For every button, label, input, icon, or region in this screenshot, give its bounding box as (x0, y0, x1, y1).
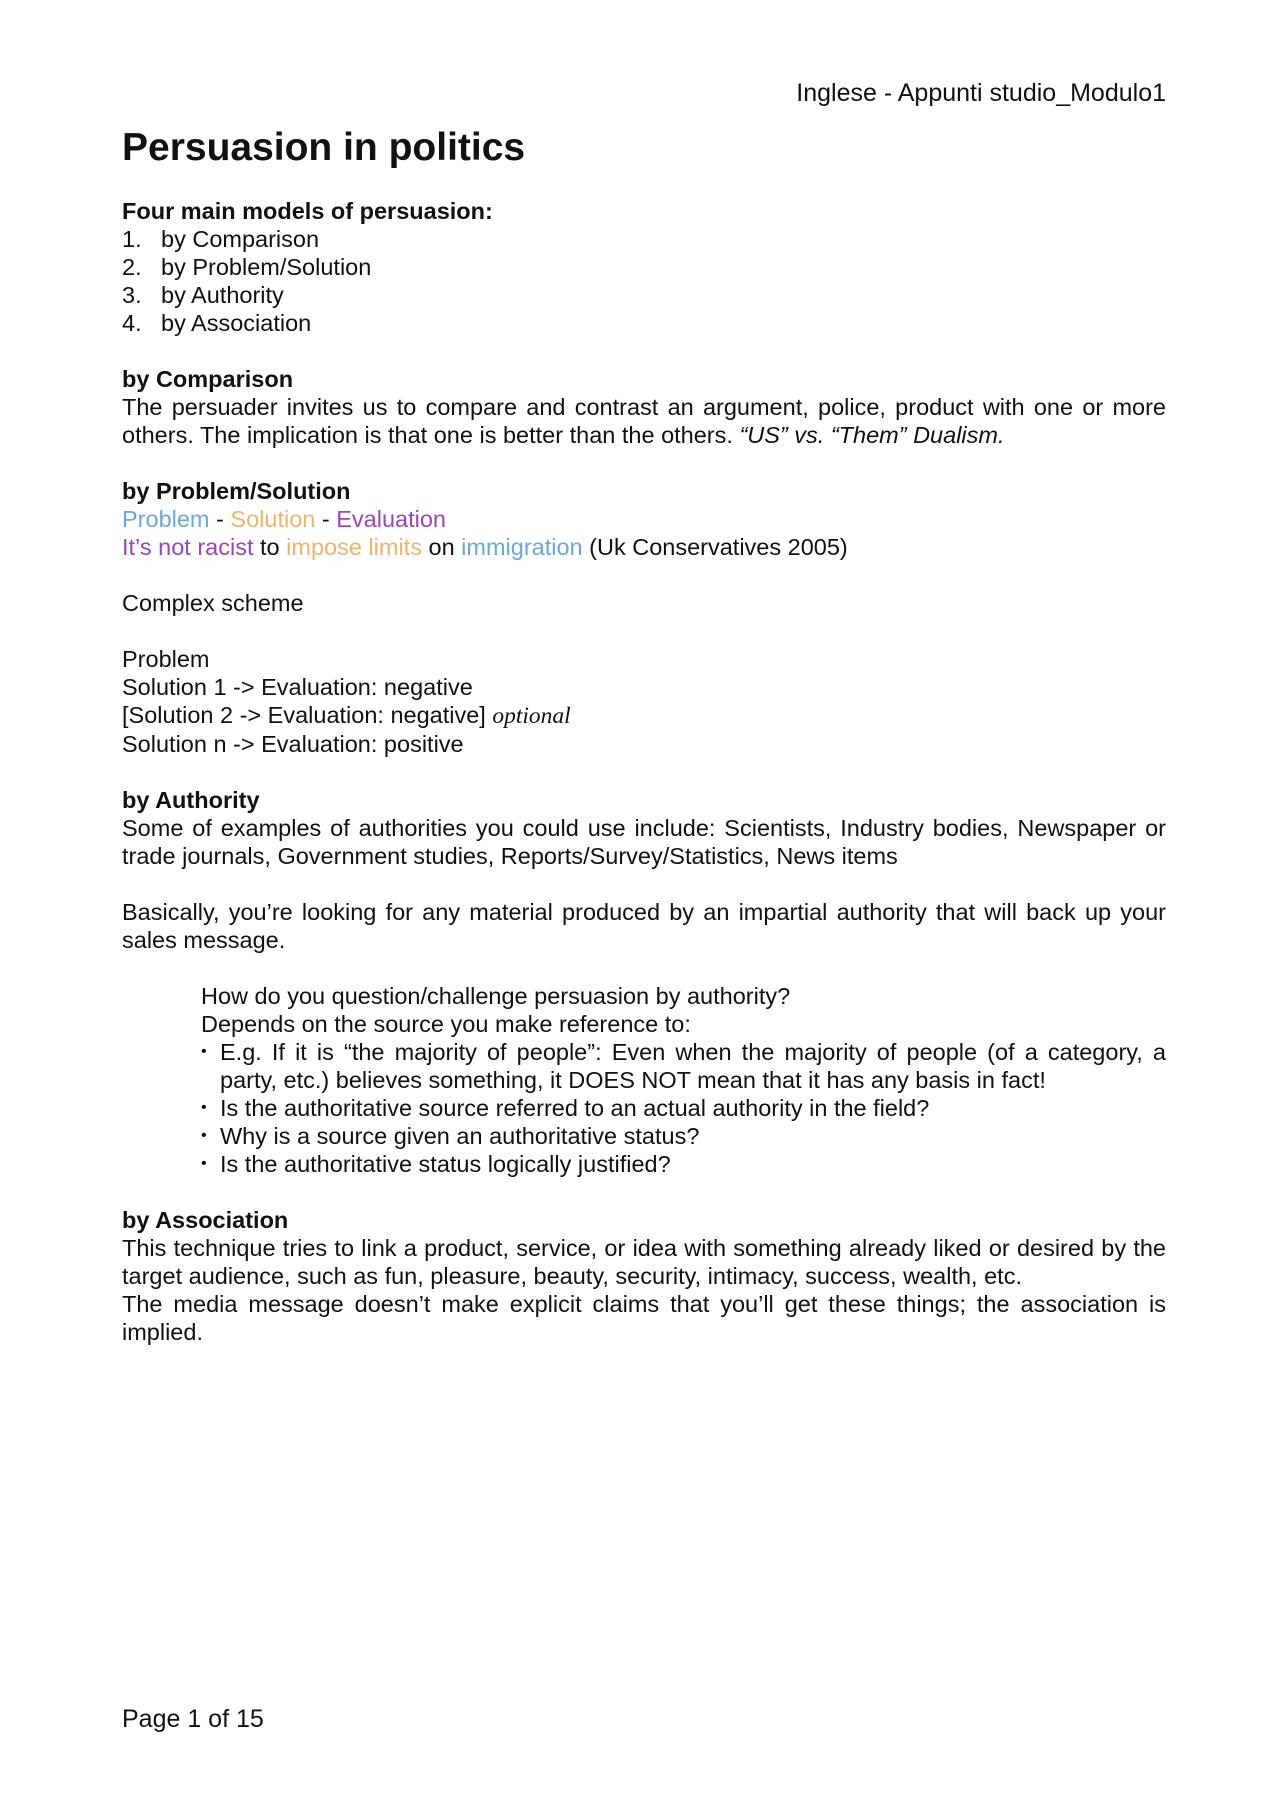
list-item-label: by Comparison (161, 226, 320, 252)
problem-solution-section (122, 477, 1166, 561)
bullet-text: Why is a source given an authoritative status? (220, 1123, 700, 1149)
comparison-heading: by Comparison (122, 366, 294, 392)
example-connector: on (421, 534, 462, 560)
example-problem: immigration (461, 534, 583, 560)
list-item-label: by Association (161, 310, 312, 336)
complex-solution-1-line: Solution 1 -> Evaluation: negative (122, 674, 473, 700)
association-paragraph-1: This technique tries to link a product, service, or idea with something already liked or desired by the target audience, such as fun, pleasure, beauty, security, intimacy, success, wealth, etc. (122, 1235, 1166, 1289)
complex-scheme-label: Complex scheme (122, 590, 304, 616)
scheme-problem: Problem (122, 506, 210, 532)
list-item-label: by Problem/Solution (161, 254, 372, 280)
models-section (122, 197, 1166, 337)
bullet-icon: • (201, 1155, 207, 1172)
running-header: Inglese - Appunti studio_Modulo1 (796, 79, 1166, 107)
complex-solution-2-text: [Solution 2 -> Evaluation: negative] (122, 702, 486, 728)
bullet-text: Is the authoritative source referred to an actual authority in the field? (220, 1095, 930, 1121)
list-number: 4. (122, 310, 142, 336)
scheme-line (122, 505, 1166, 533)
authority-paragraph-2: Basically, you’re looking for any material produced by an impartial authority that will back up your sales message. (122, 899, 1166, 953)
complex-solution-n-line: Solution n -> Evaluation: positive (122, 731, 464, 757)
comparison-italic-note: “US” vs. “Them” Dualism. (739, 422, 1005, 448)
bullet-text: Is the authoritative status logically justified? (220, 1151, 671, 1177)
comparison-section (122, 365, 1166, 449)
bullet-text: E.g. If it is “the majority of people”: Even when the majority of people (of a category, a party, etc.) believes something, it DOES NOT mean that it has any basis in fact! (220, 1039, 1166, 1093)
scheme-separator: - (209, 506, 231, 532)
authority-paragraph-block (122, 898, 1166, 954)
authority-bullet-list (201, 1038, 1166, 1178)
association-heading: by Association (122, 1207, 289, 1233)
comparison-text: The persuader invites us to compare and contrast an argument, police, product with one or more others. The implication is that one is better than the others. (122, 394, 1166, 448)
models-heading: Four main models of persuasion: (122, 198, 493, 224)
list-item (122, 225, 1166, 253)
optional-note: optional (492, 703, 571, 729)
models-list (122, 225, 1166, 337)
list-item (122, 309, 1166, 337)
scheme-solution: Solution (230, 506, 316, 532)
scheme-separator: - (315, 506, 337, 532)
complex-solution-2-line (122, 701, 1166, 730)
example-solution: impose limits (286, 534, 422, 560)
list-item (201, 1150, 1166, 1178)
example-source: (Uk Conservatives 2005) (582, 534, 848, 560)
bullet-icon: • (201, 1043, 207, 1060)
example-line (122, 533, 1166, 561)
comparison-paragraph (122, 393, 1166, 449)
authority-challenge-block (201, 982, 1166, 1178)
list-number: 3. (122, 282, 142, 308)
bullet-icon: • (201, 1099, 207, 1116)
list-item (122, 281, 1166, 309)
list-item-label: by Authority (161, 282, 284, 308)
list-number: 1. (122, 226, 142, 252)
bullet-icon: • (201, 1127, 207, 1144)
association-paragraph-2: The media message doesn’t make explicit claims that you’ll get these things; the association is implied. (122, 1291, 1166, 1345)
list-item (201, 1122, 1166, 1150)
list-item (201, 1038, 1166, 1094)
authority-paragraph-1: Some of examples of authorities you could use include: Scientists, Industry bodies, Newspaper or trade journals, Government studies, Reports/Survey/Statistics, News items (122, 815, 1166, 869)
authority-depends: Depends on the source you make reference to: (201, 1011, 691, 1037)
page-number: Page 1 of 15 (122, 1705, 264, 1733)
complex-scheme-block (122, 645, 1166, 758)
scheme-evaluation: Evaluation (336, 506, 446, 532)
complex-problem-line: Problem (122, 646, 210, 672)
complex-scheme-label-block (122, 589, 1166, 617)
list-item (122, 253, 1166, 281)
list-item (201, 1094, 1166, 1122)
example-evaluation: It’s not racist (122, 534, 254, 560)
authority-section (122, 786, 1166, 870)
list-number: 2. (122, 254, 142, 280)
problem-solution-heading: by Problem/Solution (122, 478, 351, 504)
page-title: Persuasion in politics (122, 126, 526, 169)
association-section (122, 1206, 1166, 1346)
authority-question: How do you question/challenge persuasion by authority? (201, 983, 791, 1009)
authority-heading: by Authority (122, 787, 260, 813)
example-connector: to (253, 534, 287, 560)
document-content (122, 125, 1166, 1346)
